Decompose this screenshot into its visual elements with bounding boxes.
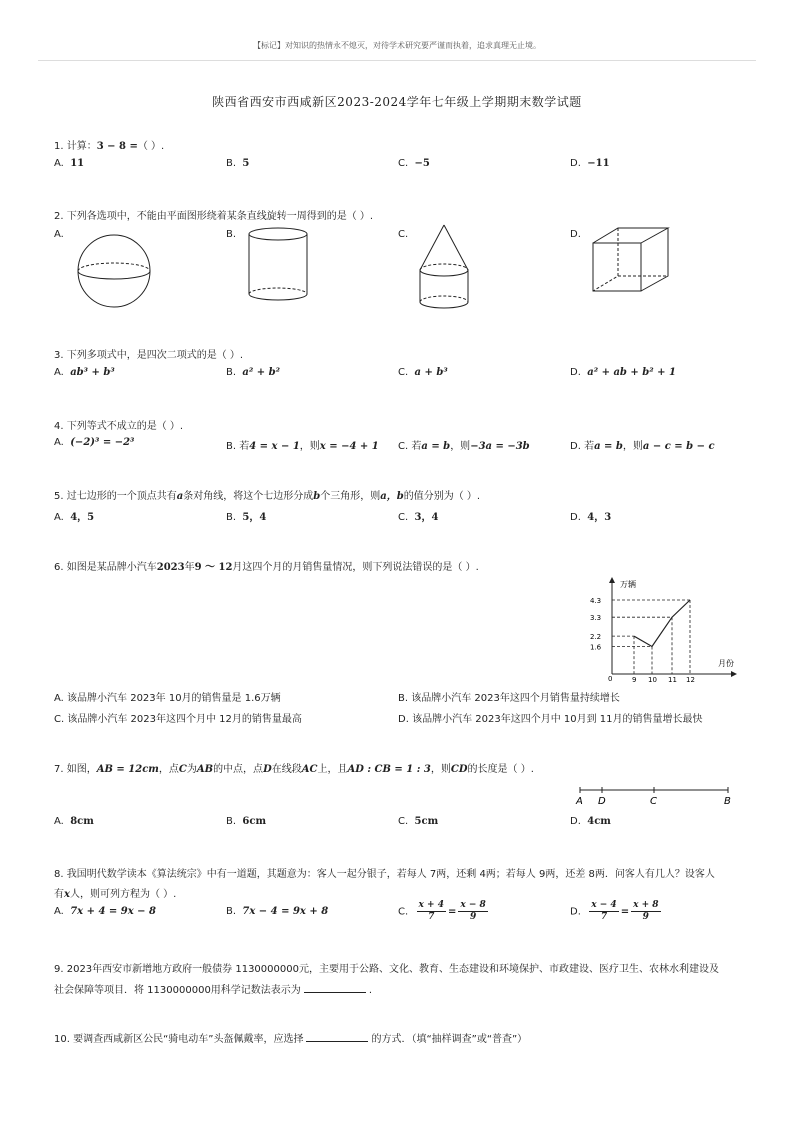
question-6-option-b[interactable]: B. 该品牌小汽车 2023年这四个月销售量持续增长 <box>398 693 620 704</box>
header-motto: 【标记】对知识的热情永不熄灭，对待学术研究要严谨而执着，追求真理无止境。 <box>253 41 541 50</box>
question-4-option-b[interactable]: B. 若4 = x − 1，则x = −4 + 1 <box>226 441 379 452</box>
question-1-option-b[interactable]: B. 5 <box>226 158 250 169</box>
y-tick-label: 1.6 <box>590 643 602 652</box>
question-8-option-b[interactable]: B. 7x − 4 = 9x + 8 <box>226 906 329 917</box>
question-8-option-c[interactable]: C. $\frac{x + 4}{7}$ = $\frac{x - 8}{9}$ <box>398 900 486 922</box>
sales-series-line <box>634 600 690 646</box>
point-d-label: D <box>598 796 606 807</box>
question-8-option-a[interactable]: A. 7x + 4 = 9x − 8 <box>54 906 156 917</box>
question-9-line-2: 社会保障等项目．将 1130000000用科学记数法表示为 . <box>54 985 372 996</box>
sales-line-chart <box>588 574 742 684</box>
question-3-option-a[interactable]: A. ab³ + b³ <box>54 367 115 378</box>
question-8-line-1: 8. 我国明代数学读本《算法统宗》中有一道题，其题意为：客人一起分银子，若每人 7两，还剩 4两；若每人 9两，还差 8两．问客人有几人？设客人 <box>54 869 715 880</box>
question-1-option-d[interactable]: D. −11 <box>570 158 610 169</box>
question-7-option-c[interactable]: C. 5cm <box>398 816 439 827</box>
question-8-line-2: 有x人，则可列方程为（ ）. <box>54 889 177 900</box>
x-tick-label: 11 <box>668 676 677 684</box>
x-tick-label: 12 <box>686 676 695 684</box>
point-c-label: C <box>650 796 657 807</box>
question-5-option-a[interactable]: A. 4，5 <box>54 512 95 523</box>
question-2-stem: 2. 下列各选项中，不能由平面图形绕着某条直线旋转一周得到的是（ ）. <box>54 211 374 222</box>
question-5-option-c[interactable]: C. 3，4 <box>398 512 439 523</box>
cone-on-cylinder-icon <box>414 222 478 312</box>
point-b-label: B <box>724 796 731 807</box>
sphere-icon <box>74 232 158 312</box>
question-9-answer-blank[interactable] <box>304 983 366 993</box>
question-2-option-a[interactable]: A. <box>54 229 64 240</box>
question-1-stem: 1. 计算：3 − 8 =（ ）. <box>54 141 165 152</box>
page-title: 陕西省西安市西咸新区2023-2024学年七年级上学期期末数学试题 <box>212 95 582 109</box>
y-tick-label: 3.3 <box>590 614 602 623</box>
question-1-option-c[interactable]: C. −5 <box>398 158 430 169</box>
question-3-stem: 3. 下列多项式中，是四次二项式的是（ ）. <box>54 350 244 361</box>
x-axis-label: 月份 <box>718 659 734 668</box>
question-2-option-d[interactable]: D. <box>570 229 581 240</box>
question-3-option-d[interactable]: D. a² + ab + b² + 1 <box>570 367 676 378</box>
question-2-option-c[interactable]: C. <box>398 229 409 240</box>
question-7-option-b[interactable]: B. 6cm <box>226 816 267 827</box>
segment-diagram <box>572 782 738 808</box>
origin-label: 0 <box>608 675 613 683</box>
question-4-option-c[interactable]: C. 若a = b，则−3a = −3b <box>398 441 530 452</box>
question-4-option-a[interactable]: A. (−2)³ = −2³ <box>54 437 135 448</box>
y-tick-label: 4.3 <box>590 597 602 605</box>
question-6-option-c[interactable]: C. 该品牌小汽车 2023年这四个月中 12月的销售量最高 <box>54 714 302 725</box>
question-9-line-1: 9. 2023年西安市新增地方政府一般债券 1130000000元，主要用于公路、文化、教育、生态建设和环境保护、市政建设、医疗卫生、农林水利建设及 <box>54 964 719 975</box>
question-3-option-c[interactable]: C. a + b³ <box>398 367 448 378</box>
question-5-option-b[interactable]: B. 5，4 <box>226 512 267 523</box>
cylinder-icon <box>245 226 315 306</box>
question-7-stem: 7. 如图，AB = 12cm，点C为AB的中点，点D在线段AC上，且AD : CB = 1 : 3，则CD的长度是（ ）. <box>54 764 534 775</box>
question-10-answer-blank[interactable] <box>306 1032 368 1042</box>
question-7-option-d[interactable]: D. 4cm <box>570 816 611 827</box>
question-5-stem: 5. 过七边形的一个顶点共有a条对角线，将这个七边形分成b个三角形，则a，b的值分别为（ ）. <box>54 491 481 502</box>
question-2-option-b[interactable]: B. <box>226 229 237 240</box>
question-4-stem: 4. 下列等式不成立的是（ ）. <box>54 421 184 432</box>
question-10-stem: 10. 要调查西咸新区公民“骑电动车”头盔佩戴率，应选择 的方式．（填“抽样调查”或“普查”） <box>54 1034 528 1045</box>
question-6-stem: 6. 如图是某品牌小汽车2023年9 ～ 12月这四个月的月销售量情况，则下列说法错误的是（ ）. <box>54 562 479 573</box>
x-tick-label: 9 <box>632 676 637 684</box>
cube-icon <box>590 226 674 296</box>
point-a-label: A <box>576 796 583 807</box>
x-tick-label: 10 <box>648 676 657 684</box>
question-1-option-a[interactable]: A. 11 <box>54 158 85 169</box>
question-5-option-d[interactable]: D. 4，3 <box>570 512 612 523</box>
y-tick-label: 2.2 <box>590 633 602 642</box>
header-divider <box>38 60 756 61</box>
question-3-option-b[interactable]: B. a² + b² <box>226 367 280 378</box>
question-6-option-a[interactable]: A. 该品牌小汽车 2023年 10月的销售量是 1.6万辆 <box>54 693 281 704</box>
question-4-option-d[interactable]: D. 若a = b，则a − c = b − c <box>570 441 715 452</box>
y-axis-label: 万辆 <box>620 580 636 589</box>
question-8-option-d[interactable]: D. $\frac{x - 4}{7}$ = $\frac{x + 8}{9}$ <box>570 900 659 922</box>
question-6-option-d[interactable]: D. 该品牌小汽车 2023年这四个月中 10月到 11月的销售量增长最快 <box>398 714 703 725</box>
question-7-option-a[interactable]: A. 8cm <box>54 816 94 827</box>
